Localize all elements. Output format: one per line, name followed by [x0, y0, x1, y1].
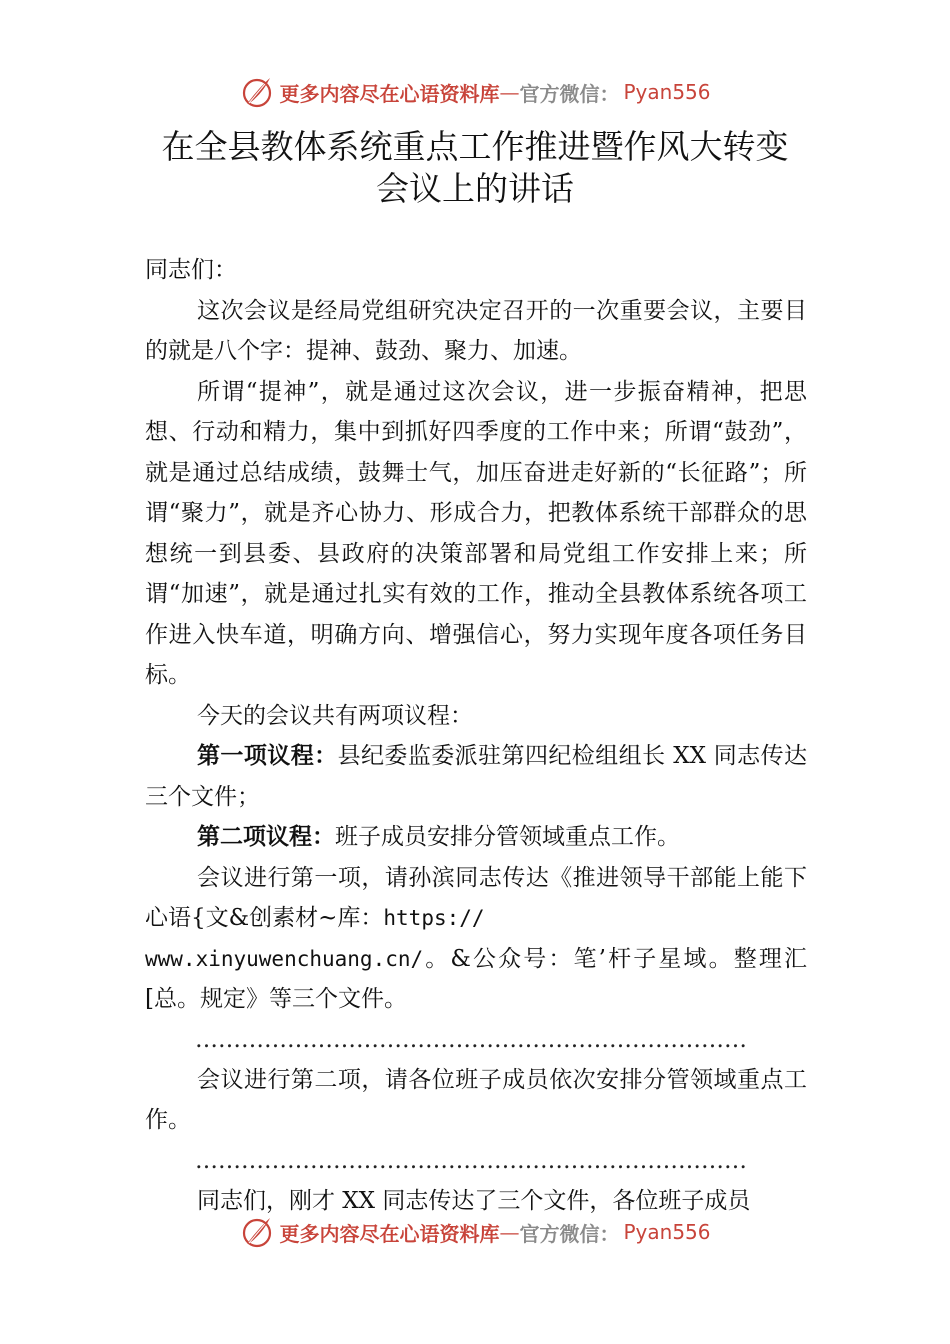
footer-banner — [0, 1212, 950, 1252]
paragraph-4 — [145, 858, 807, 1020]
page-title-line-1: 在全县教体系统重点工作推进暨作风大转变 — [161, 127, 789, 166]
agenda-item-1-lead: 第一项议程： — [197, 742, 338, 769]
footer-site-name: 更多内容尽在心语资料库 — [279, 1221, 500, 1246]
paragraph-1: 这次会议是经局党组研究决定召开的一次重要会议，主要目的就是八个字：提神、鼓劲、聚力、加速。 — [145, 297, 807, 364]
quill-pen-logo-icon — [239, 1214, 275, 1250]
paragraph-6: 同志们，刚才 XX 同志传达了三个文件，各位班子成员 — [197, 1187, 751, 1214]
paragraph-5: 会议进行第二项，请各位班子成员依次安排分管领域重点工作。 — [145, 1066, 807, 1133]
agenda-item-1 — [145, 736, 807, 817]
paragraph-2: 所谓“提神”，就是通过这次会议，进一步振奋精神，把思想、行动和精力，集中到抓好四季度的工作中来；所谓“鼓劲”，就是通过总结成绩，鼓舞士气，加压奋进走好新的“长征路”；所谓“聚力”，就是齐心协力、形成合力，把教体系统干部群众的思想统一到县委、县政府的决策部署和局党组工作安排上来；所谓“加速”，就是通过扎实有效的工作，推动全县教体系统各项工作进入快车道，明确方向、增强信心，努力实现年度各项任务目标。 — [145, 378, 807, 688]
paragraph-4-text-b: 。&公众号：笔’杆子星域。整理汇[总。规定》等三个文件。 — [145, 945, 807, 1012]
paragraph-3: 今天的会议共有两项议程： — [197, 702, 473, 729]
page-title-line-2: 会议上的讲话 — [376, 169, 574, 208]
footer-wechat-id: Pyan556 — [623, 1220, 711, 1244]
footer-dash: — — [499, 1220, 520, 1244]
agenda-item-2-text: 班子成员安排分管领域重点工作。 — [335, 824, 680, 850]
ellipsis-divider-1: ……………………………………………………………… — [195, 1026, 747, 1053]
quill-pen-logo-icon — [239, 74, 275, 110]
header-dash: — — [499, 80, 520, 104]
ellipsis-divider-2: ……………………………………………………………… — [195, 1147, 747, 1174]
paragraph-4-url-host: www.xinyuwenchuang.cn/ — [145, 946, 424, 971]
header-banner — [0, 72, 950, 112]
agenda-item-2-lead: 第二项议程： — [197, 823, 335, 850]
document-body — [145, 250, 807, 1221]
paragraph-4-url-scheme: https:// — [383, 906, 485, 930]
agenda-item-1-text: 县纪委监委派驻第四纪检组组长 XX 同志传达三个文件； — [145, 743, 808, 810]
header-site-name: 更多内容尽在心语资料库 — [279, 81, 500, 106]
header-wechat-id: Pyan556 — [623, 80, 711, 104]
paragraph-4-text-a: 会议进行第一项，请孙滨同志传达《推进领导干部能上能下心语{文&创素材~库： — [145, 864, 807, 931]
footer-wechat-label: 官方微信： — [519, 1221, 620, 1246]
agenda-item-2 — [145, 817, 807, 858]
header-wechat-label: 官方微信： — [519, 81, 620, 106]
salutation: 同志们： — [145, 257, 237, 283]
